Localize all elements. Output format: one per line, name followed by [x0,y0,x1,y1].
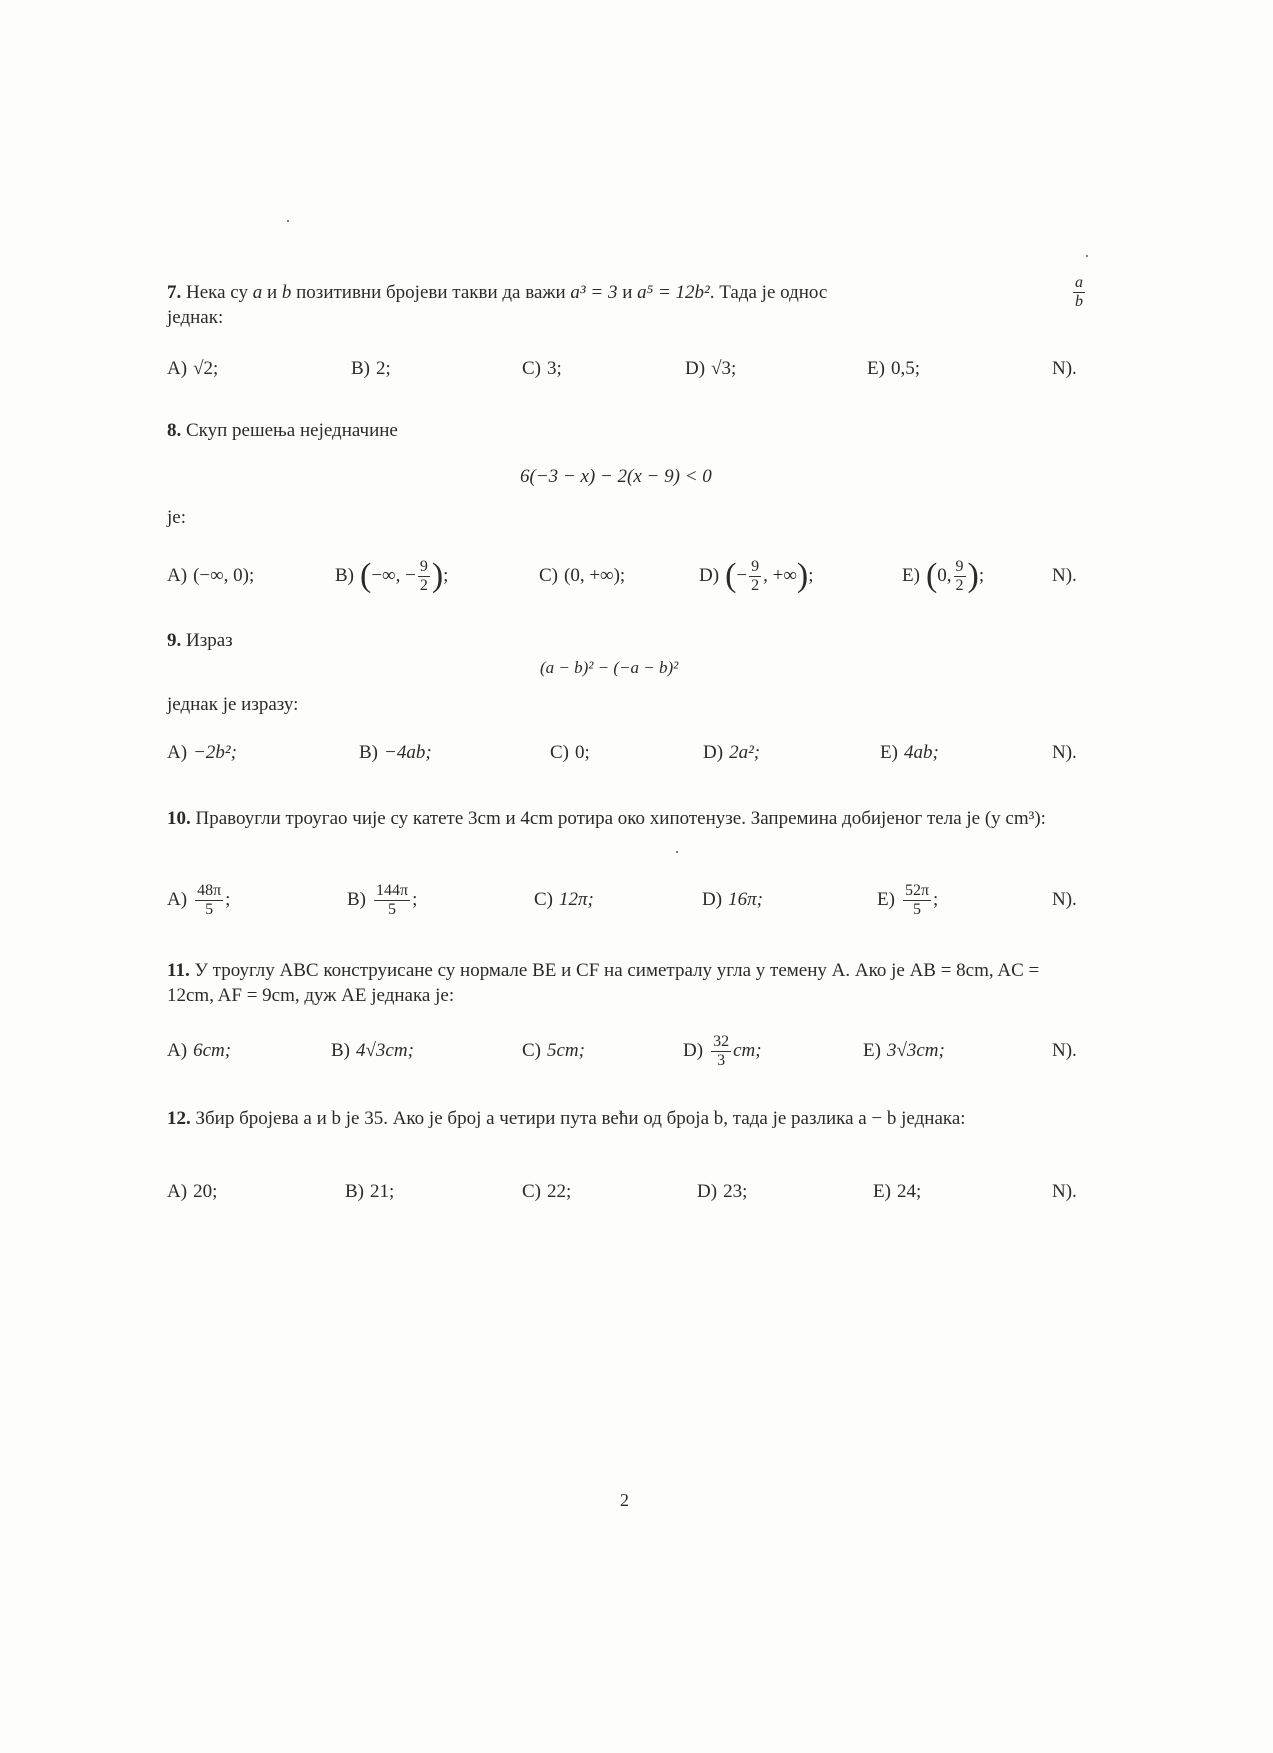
answer-c[interactable]: C) 3; [522,358,562,379]
problem-text: Нека су [186,282,253,303]
problem-11-answers [167,1029,1087,1073]
answer-e[interactable]: E) 24; [873,1181,922,1202]
answer-d[interactable]: D) ( − $\frac{9}{2}$ , +∞ ) ; [699,557,814,594]
ratio-fraction: $\frac{a}{b}$ [1075,274,1083,310]
answer-c[interactable]: C) 0; [550,742,590,763]
problem-8-answers [167,556,1087,596]
answer-d[interactable]: D) $\frac{32}{3}$ cm; [683,1032,762,1069]
problem-11-text [167,958,1087,1008]
problem-9-text [167,628,1087,653]
answer-n[interactable]: N). [1052,742,1077,763]
answer-c[interactable]: C) (0, +∞); [539,565,626,586]
problem-text: је: [167,507,186,528]
condition: a⁵ = 12b² [637,282,710,303]
problem-text: једнак је изразу: [167,694,299,715]
scan-speck [676,851,678,853]
problem-number: 8. [167,420,182,441]
answer-b[interactable]: B) 21; [345,1181,395,1202]
problem-9-text-2 [167,692,1087,717]
problem-text: једнак: [167,307,224,328]
problem-10-text [167,806,1087,831]
answer-b[interactable]: B) $\frac{144\pi}{5}$ ; [347,881,418,918]
answer-e[interactable]: E) 4ab; [880,742,939,763]
scan-speck [287,220,289,222]
answer-b[interactable]: B) 2; [351,358,391,379]
answer-n[interactable]: N). [1052,889,1077,910]
problem-7-answers [167,349,1087,389]
answer-d[interactable]: D) √3; [685,358,737,379]
condition: a³ = 3 [570,282,618,303]
problem-12-answers [167,1172,1087,1212]
problem-12-text [167,1106,1087,1131]
problem-text: У троуглу ABC конструисане су нормале BE и CF на симетралу угла у темену A. Ако је AB = 8cm, AC = 12cm, AF = 9cm, дуж AE једнака је: [167,960,1040,1006]
inequality-formula: 6(−3 − x) − 2(x − 9) < 0 [520,466,712,487]
variable: a [252,282,263,303]
answer-n[interactable]: N). [1052,565,1077,586]
answer-a[interactable]: A) √2; [167,358,219,379]
answer-d[interactable]: D) 23; [697,1181,748,1202]
answer-b[interactable]: B) ( −∞, − $\frac{9}{2}$ ) ; [335,557,449,594]
problem-text: Правоугли троугао чије су катете 3cm и 4cm ротира око хипотенузе. Запремина добијеног тела је (у cm³): [195,808,1046,829]
problem-number: 11. [167,960,190,981]
answer-a[interactable]: A) $\frac{48\pi}{5}$ ; [167,881,231,918]
answer-c[interactable]: C) 22; [522,1181,572,1202]
problem-text: Збир бројева a и b је 35. Ако је број a четири пута већи од броја b, тада је разлика a − b једнака: [195,1108,966,1129]
answer-d[interactable]: D) 16π; [702,889,763,910]
problem-number: 7. [167,282,182,303]
answer-a[interactable]: A) −2b²; [167,742,237,763]
problem-text: Скуп решења неједначине [186,420,398,441]
problem-text: и [617,282,638,303]
problem-number: 12. [167,1108,191,1129]
answer-e[interactable]: E) 0,5; [867,358,920,379]
answer-b[interactable]: B) −4ab; [359,742,432,763]
answer-e[interactable]: E) ( 0, $\frac{9}{2}$ ) ; [902,557,985,594]
answer-d[interactable]: D) 2a²; [703,742,761,763]
answer-n[interactable]: N). [1052,1040,1077,1061]
problem-text: Израз [186,630,233,651]
problem-number: 10. [167,808,191,829]
answer-e[interactable]: E) 3√3cm; [863,1040,945,1061]
page-number: 2 [620,1490,629,1510]
problem-text: . Тада је однос [709,282,828,303]
answer-n[interactable]: N). [1052,358,1077,379]
problem-8-text-2 [167,505,1087,530]
answer-a[interactable]: A) (−∞, 0); [167,565,255,586]
answer-c[interactable]: C) 12π; [534,889,594,910]
problem-text: и [262,282,282,303]
problem-8-text [167,418,1087,443]
answer-c[interactable]: C) 5cm; [522,1040,585,1061]
expression-formula: (a − b)² − (−a − b)² [540,658,679,677]
answer-n[interactable]: N). [1052,1181,1077,1202]
answer-b[interactable]: B) 4√3cm; [331,1040,414,1061]
answer-a[interactable]: A) 6cm; [167,1040,232,1061]
answer-e[interactable]: E) $\frac{52\pi}{5}$ ; [877,881,939,918]
problem-9-answers [167,733,1087,773]
variable: b [281,282,292,303]
problem-number: 9. [167,630,182,651]
problem-text: позитивни бројеви такви да важи [291,282,571,303]
problem-7-text [167,274,1087,330]
scan-speck [1086,255,1088,257]
answer-a[interactable]: A) 20; [167,1181,218,1202]
problem-10-answers [167,878,1087,922]
